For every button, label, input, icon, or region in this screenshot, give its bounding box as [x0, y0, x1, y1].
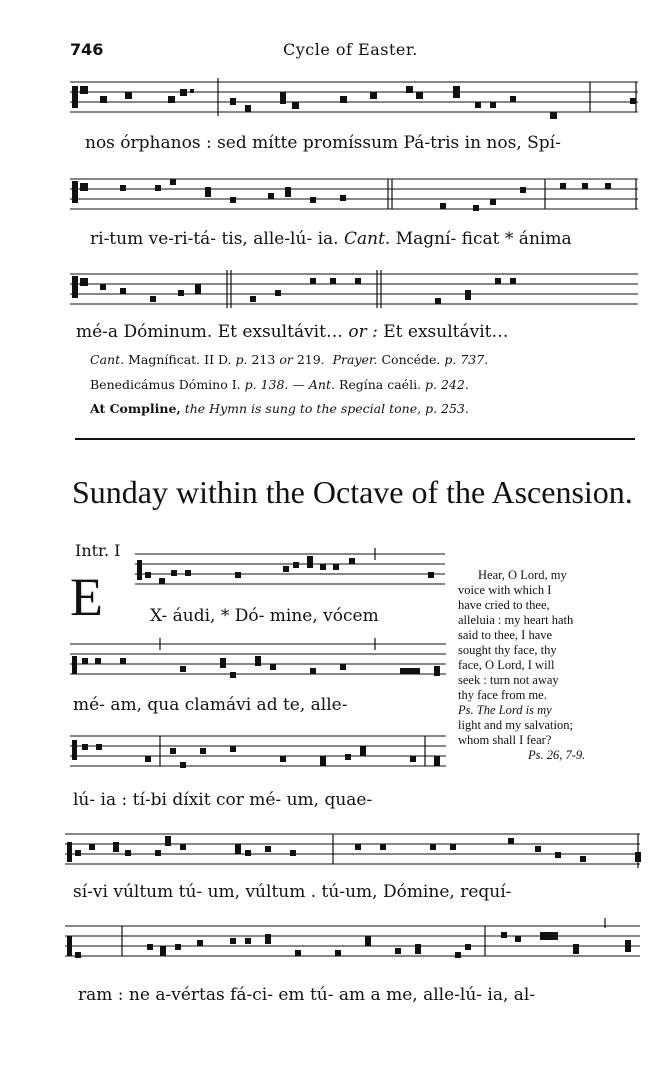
rubric-magnificat-text: Magníficat. — [128, 352, 205, 367]
lyric-line-3 — [76, 322, 509, 342]
page-number: 746 — [70, 40, 104, 59]
rubric-ant: Ant. — [308, 377, 335, 392]
rubric-benedicamus-p: p. 138. — — [244, 377, 305, 392]
lyric-line-2-rest: Magní- ficat * ánima — [395, 229, 572, 249]
cant-label: Cant. — [343, 229, 391, 249]
translation-line: have cried to thee, — [458, 598, 550, 612]
introit-staff-2 — [70, 638, 448, 688]
translation-line: said to thee, I have — [458, 628, 553, 642]
introit-staff-3 — [70, 728, 448, 778]
rubric-prayer-p: p. 737. — [444, 352, 489, 367]
translation-line: light and my salvation; — [458, 718, 573, 732]
rubric-prayer: Prayer. — [332, 352, 378, 367]
introit-label: Intr. I — [75, 541, 121, 560]
introit-lyric-5: ram : ne a-vértas fá-ci- em tú- am a me, alle-lú- ia, al- — [78, 985, 536, 1005]
rubric-p: p. — [235, 352, 248, 367]
translation-line: alleluia : my heart hath — [458, 613, 574, 627]
translation-line: face, O Lord, I will — [458, 658, 555, 672]
or-label: or : — [348, 322, 378, 342]
translation-line: thy face from me. — [458, 688, 547, 702]
translation-line: voice with which I — [458, 583, 552, 597]
lyric-line-2-text: ri-tum ve-ri-tá- tis, alle-lú- ia. — [90, 229, 339, 249]
introit-lyric-1: X- áudi, * Dó- mine, vócem — [150, 606, 379, 626]
introit-staff-1 — [135, 548, 447, 608]
running-title: Cycle of Easter. — [283, 40, 418, 59]
introit-lyric-3: lú- ia : tí-bi díxit cor mé- um, quae- — [73, 790, 373, 810]
rubric-pages: 213 — [251, 352, 276, 367]
introit-staff-4 — [65, 828, 642, 878]
introit-initial: E — [70, 567, 103, 627]
introit-lyric-2: mé- am, qua clamávi ad te, alle- — [73, 695, 348, 715]
rubric-cant: Cant. — [90, 352, 125, 367]
translation-line: Hear, O Lord, my — [478, 568, 567, 582]
translation-block — [458, 568, 634, 763]
section-divider — [75, 438, 635, 440]
translation-line: Ps. The Lord is my — [458, 703, 552, 717]
lyric-line-1: nos órphanos : sed mítte promíssum Pá-tris in nos, Spí- — [85, 133, 561, 153]
lyric-line-3-text: mé-a Dóminum. Et exsultávit… — [76, 322, 343, 342]
translation-line: sought thy face, thy — [458, 643, 557, 657]
introit-lyric-4: sí-vi vúltum tú- um, vúltum . tú-um, Dómine, requí- — [73, 882, 512, 902]
rubric-prayer-ref: Concéde. — [381, 352, 441, 367]
lyric-line-3-rest: Et exsultávit… — [383, 322, 509, 342]
rubric-alt: 219. — [296, 352, 325, 367]
staff-3 — [70, 270, 640, 320]
rubric-benedicamus-text: Benedicámus Dómino I. — [90, 377, 241, 392]
introit-staff-5 — [65, 918, 642, 974]
rubric-or: or — [279, 352, 293, 367]
rubric-compline-bold: At Compline, — [90, 401, 181, 416]
psalm-reference: Ps. 26, 7-9. — [528, 748, 586, 762]
rubric-ant-ref: Regína caéli. — [338, 377, 422, 392]
rubric-benedicamus — [90, 377, 469, 392]
rubric-compline-p: p. 253. — [425, 401, 469, 416]
rubric-ant-p: p. 242. — [425, 377, 469, 392]
translation-line: seek : turn not away — [458, 673, 559, 687]
staff-1 — [70, 72, 640, 132]
rubric-compline — [90, 401, 469, 416]
rubric-tone: II D. — [204, 352, 232, 367]
staff-2 — [70, 175, 640, 225]
rubric-compline-italic: the Hymn is sung to the special tone, — [184, 401, 422, 416]
lyric-line-2 — [90, 229, 572, 249]
translation-line: whom shall I fear? — [458, 733, 552, 747]
rubric-magnificat — [90, 352, 488, 367]
section-title: Sunday within the Octave of the Ascension. — [72, 474, 633, 510]
